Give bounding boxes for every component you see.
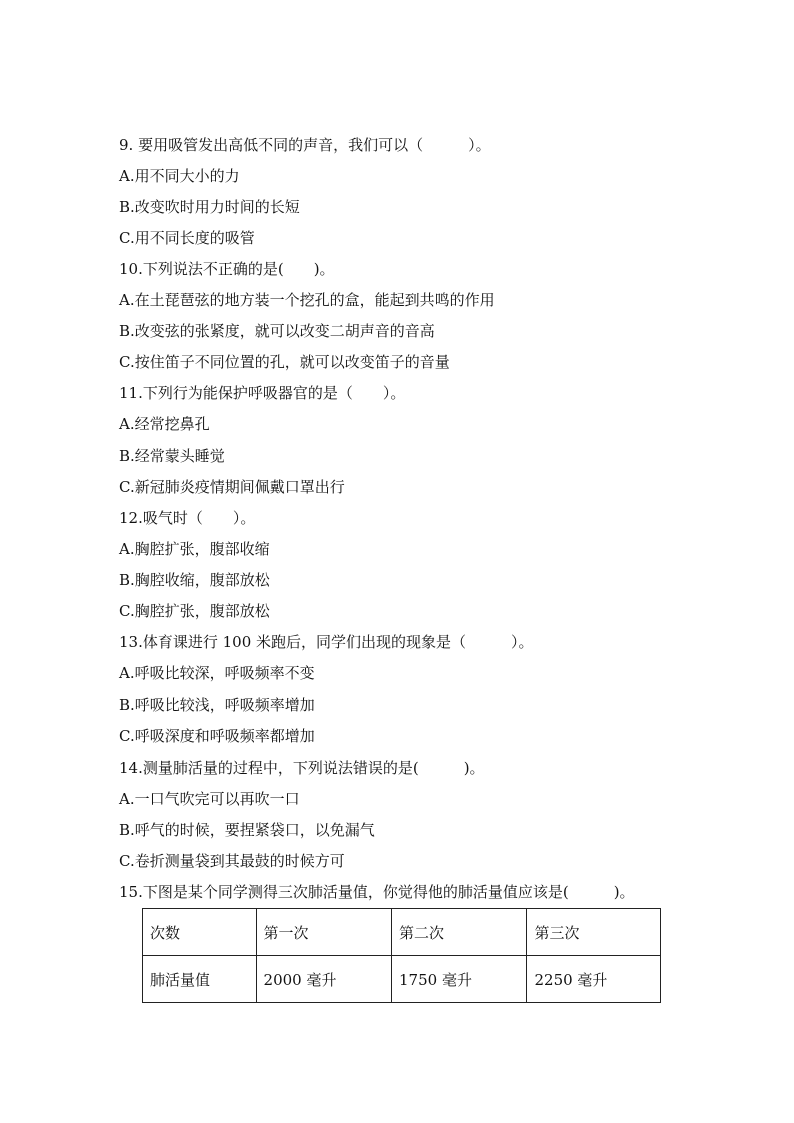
table-header-cell: 第二次 xyxy=(392,909,527,956)
question-12-option-a: A.胸腔扩张，腹部收缩 xyxy=(119,540,270,558)
table-cell: 2250 毫升 xyxy=(527,956,661,1003)
question-13-option-a: A.呼吸比较深，呼吸频率不变 xyxy=(119,664,315,682)
question-14-stem: 14.测量肺活量的过程中，下列说法错误的是( )。 xyxy=(119,759,485,777)
question-14-option-b: B.呼气的时候，要捏紧袋口，以免漏气 xyxy=(119,821,375,839)
lung-capacity-table xyxy=(142,908,661,1003)
question-13-option-c: C.呼吸深度和呼吸频率都增加 xyxy=(119,727,315,745)
question-11-option-a: A.经常挖鼻孔 xyxy=(119,415,210,433)
table-cell: 2000 毫升 xyxy=(256,956,391,1003)
question-13-option-b: B.呼吸比较浅，呼吸频率增加 xyxy=(119,696,315,714)
question-12-option-b: B.胸腔收缩，腹部放松 xyxy=(119,571,270,589)
question-9-stem: 9. 要用吸管发出高低不同的声音，我们可以（ ）。 xyxy=(119,136,491,154)
question-14-option-c: C.卷折测量袋到其最鼓的时候方可 xyxy=(119,852,345,870)
question-15-stem: 15.下图是某个同学测得三次肺活量值，你觉得他的肺活量值应该是( )。 xyxy=(119,883,635,901)
table-header-cell: 第三次 xyxy=(527,909,661,956)
question-10-option-c: C.按住笛子不同位置的孔，就可以改变笛子的音量 xyxy=(119,353,450,371)
question-11-option-c: C.新冠肺炎疫情期间佩戴口罩出行 xyxy=(119,478,345,496)
question-9-option-c: C.用不同长度的吸管 xyxy=(119,229,255,247)
question-11-option-b: B.经常蒙头睡觉 xyxy=(119,447,225,465)
question-14-option-a: A.一口气吹完可以再吹一口 xyxy=(119,790,300,808)
table-row xyxy=(143,956,661,1003)
question-9-option-b: B.改变吹时用力时间的长短 xyxy=(119,198,300,216)
question-11-stem: 11.下列行为能保护呼吸器官的是（ ）。 xyxy=(119,384,406,402)
table-header-cell: 第一次 xyxy=(256,909,391,956)
question-12-option-c: C.胸腔扩张，腹部放松 xyxy=(119,602,270,620)
question-10-option-b: B.改变弦的张紧度，就可以改变二胡声音的音高 xyxy=(119,322,435,340)
question-9-option-a: A.用不同大小的力 xyxy=(119,167,240,185)
question-13-stem: 13.体育课进行 100 米跑后，同学们出现的现象是（ ）。 xyxy=(119,633,534,651)
question-10-stem: 10.下列说法不正确的是( )。 xyxy=(119,260,335,278)
question-10-option-a: A.在土琵琶弦的地方装一个挖孔的盒，能起到共鸣的作用 xyxy=(119,291,495,309)
table-header-cell: 次数 xyxy=(143,909,257,956)
question-12-stem: 12.吸气时（ ）。 xyxy=(119,509,256,527)
table-header-row xyxy=(143,909,661,956)
table-cell: 肺活量值 xyxy=(143,956,257,1003)
table-cell: 1750 毫升 xyxy=(392,956,527,1003)
